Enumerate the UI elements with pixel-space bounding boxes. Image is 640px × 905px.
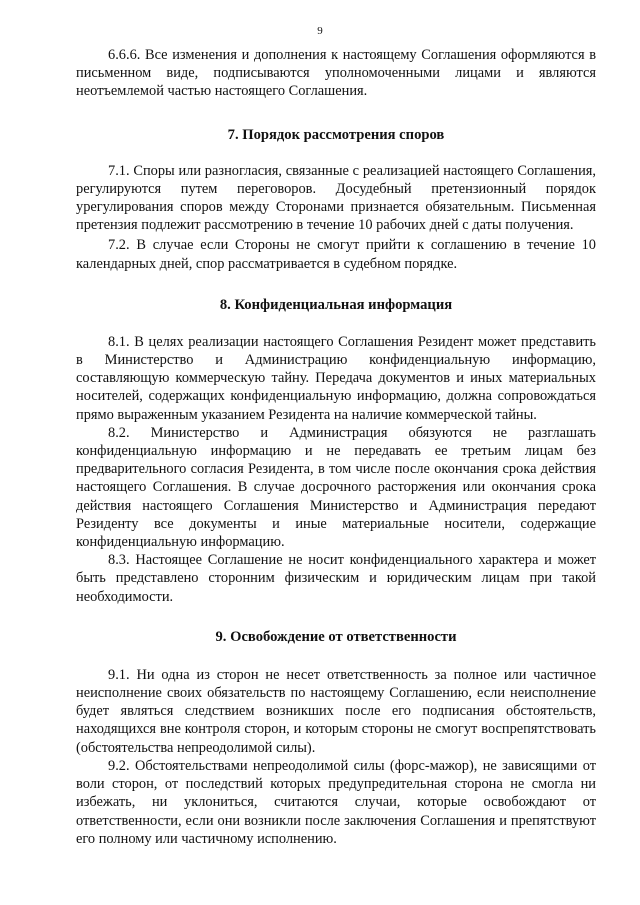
clause-7-2: 7.2. В случае если Стороны не смогут прийти к соглашению в течение 10 календарных дней, спор рассматривается в судебном порядке. <box>76 237 596 272</box>
clause-8-2: 8.2. Министерство и Администрация обязуются не разглашать конфиденциальную информацию и не передавать ее третьим лицам без предварительного согласия Резидента, в том числе после окончания срока действия настоящего Соглашения. В случае досрочного расторжения или окончания срока действия настоящего Соглашения Министерство и Администрация передают Резиденту все документы и иные материальные носители, содержащие конфиденциальную информацию. <box>76 424 596 551</box>
clause-8-3: 8.3. Настоящее Соглашение не носит конфиденциального характера и может быть представлено сторонним физическим и юридическим лицам при такой необходимости. <box>76 552 596 605</box>
clause-6-6-6: 6.6.6. Все изменения и дополнения к настоящему Соглашения оформляются в письменном виде, подписываются уполномоченными лицами и являются неотъемлемой частью настоящего Соглашения. <box>76 47 596 100</box>
clause-7-1: 7.1. Споры или разногласия, связанные с реализацией настоящего Соглашения, регулируются путем переговоров. Досудебный претензионный порядок урегулирования споров между Сторонами признается обязательным. Письменная претензия подлежит рассмотрению в течение 10 рабочих дней с даты получения. <box>76 162 596 234</box>
section-8-heading: 8. Конфиденциальная информация <box>219 296 453 313</box>
clause-9-2: 9.2. Обстоятельствами непреодолимой силы (форс-мажор), не зависящими от воли сторон, от последствий которых предупредительная сторона не смогла ни избежать, ни уклониться, считаются случаи, которые освобождают от ответственности, если они возникли после заключения Соглашения и препятствуют его полному или частичному исполнению. <box>76 757 596 847</box>
document-body <box>76 46 596 848</box>
section-7-heading: 7. Порядок рассмотрения споров <box>227 126 445 143</box>
clause-9-1: 9.1. Ни одна из сторон не несет ответственность за полное или частичное неисполнение своих обязательств по настоящему Соглашению, если неисполнение будет являться следствием возникших после его подписания обстоятельств, находящихся вне контроля сторон, и которым стороны не смогут воспрепятствовать (обстоятельства непреодолимой силы). <box>76 666 596 756</box>
clause-8-1: 8.1. В целях реализации настоящего Соглашения Резидент может представить в Министерство и Администрацию конфиденциальную информацию, составляющую коммерческую тайну. Передача документов и иных материальных носителей, содержащих конфиденциальную информацию, должна сопровождаться прямо выраженным указанием Резидента на наличие коммерческой тайны. <box>76 333 596 423</box>
page-number: 9 <box>317 25 323 37</box>
section-9-heading: 9. Освобождение от ответственности <box>215 628 457 645</box>
